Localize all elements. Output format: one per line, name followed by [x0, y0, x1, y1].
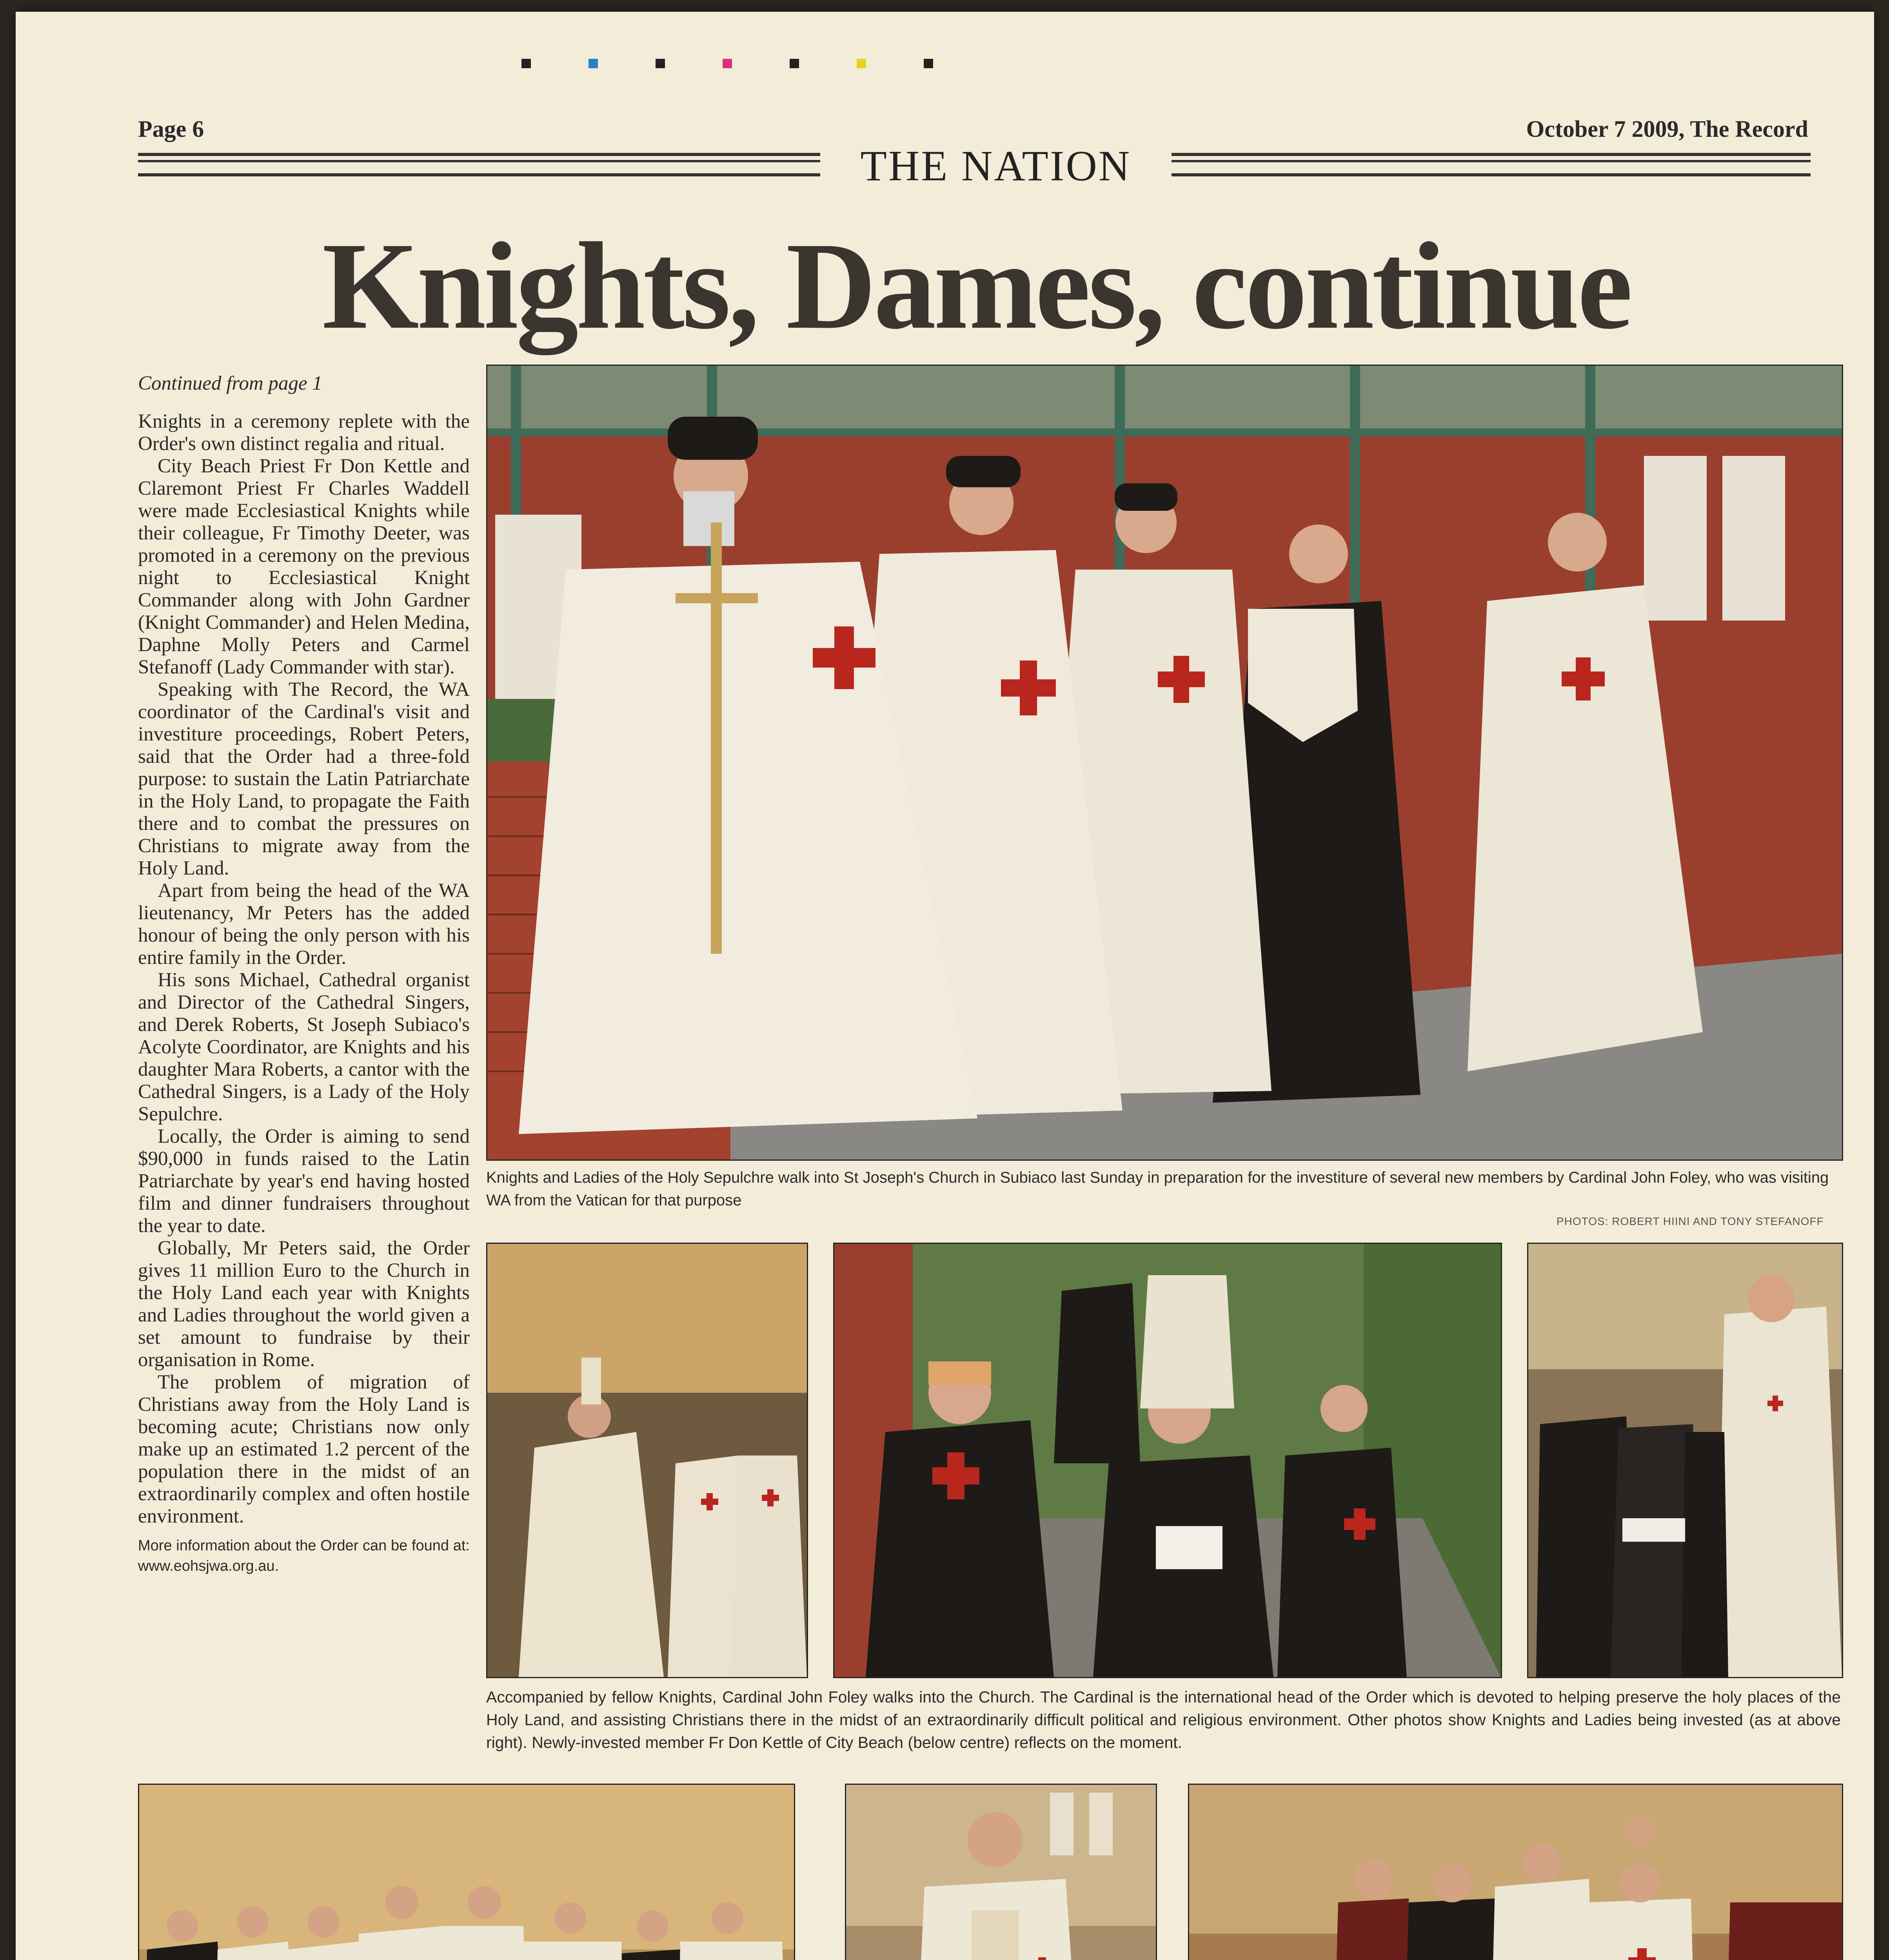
header-rule-right [1172, 153, 1811, 176]
page-number: Page 6 [138, 116, 204, 142]
section-title: THE NATION [860, 142, 1132, 190]
article-paragraph: His sons Michael, Cathedral organist and Director of the Cathedral Singers, and Derek Roberts, St Joseph Subiaco's Acolyte Coordinator, are Knights and his daughter Mara Roberts, a cantor with the Cathedral Singers, is a Lady of the Holy Sepulchre. [138, 969, 470, 1125]
dames-procession-photo [833, 1243, 1502, 1678]
main-procession-photo [486, 365, 1843, 1161]
more-info-note: More information about the Order can be found at: www.eohsjwa.org.au. [138, 1537, 470, 1574]
fr-don-kettle-photo [845, 1784, 1157, 1960]
investiture-photo [1527, 1243, 1843, 1678]
main-photo-caption: Knights and Ladies of the Holy Sepulchre walk into St Joseph's Church in Subiaco last Sunday in preparation for the investiture of several new members by Cardinal John Foley, who was visiting WA from the Vatican for that purpose [486, 1169, 1829, 1209]
group-portrait-photo [138, 1784, 795, 1960]
header-rule-left [138, 153, 820, 176]
article-paragraph: Speaking with The Record, the WA coordinator of the Cardinal's visit and investiture proceedings, Robert Peters, said that the Order had a three-fold purpose: to sustain the Latin Patriarchate in the Holy Land, to propagate the Faith there and to combat the pressures on Christians to migrate away from the Holy Land. [138, 679, 470, 879]
article-paragraph: Knights in a ceremony replete with the Order's own distinct regalia and ritual. [138, 410, 470, 455]
printer-registration-marks [521, 59, 933, 71]
article-paragraph: Locally, the Order is aiming to send $90,000 in funds raised to the Latin Patriarchate by year's end having hosted film and dinner fundraisers throughout the year to date. [138, 1125, 470, 1237]
ladies-with-cardinal-photo [1188, 1784, 1843, 1960]
article-paragraph: The problem of migration of Christians away from the Holy Land is becoming acute; Christians now only make up an estimated 1.2 percent of the population there in the midst of an extraordinarily complex and often hostile environment. [138, 1371, 470, 1527]
article-paragraph: Globally, Mr Peters said, the Order gives 11 million Euro to the Church in the Holy Land each year with Knights and Ladies throughout the world given a set amount to fundraise by their organisation in Rome. [138, 1237, 470, 1371]
photo-credit: PHOTOS: ROBERT HIINI AND TONY STEFANOFF [1557, 1215, 1824, 1227]
article-paragraph: City Beach Priest Fr Don Kettle and Claremont Priest Fr Charles Waddell were made Ecclesiastical Knights while their colleague, Fr Timothy Deeter, was promoted in a ceremony on the previous night to Ecclesiastical Knight Commander along with John Gardner (Knight Commander) and Helen Medina, Daphne Molly Peters and Carmel Stefanoff (Lady Commander with star). [138, 455, 470, 678]
headline: Knights, Dames, continue [322, 217, 1631, 355]
row2-caption: Accompanied by fellow Knights, Cardinal John Foley walks into the Church. The Cardinal is the international head of the Order which is devoted to helping preserve the holy places of the Holy Land, and assisting Christians there in the midst of an extraordinarily difficult political and religious environment. Other photos show Knights and Ladies being invested (as at above right). Newly-invested member Fr Don Kettle of City Beach (below centre) reflects on the moment. [486, 1688, 1841, 1751]
issue-date: October 7 2009, The Record [1526, 116, 1808, 142]
continued-note: Continued from page 1 [138, 372, 322, 394]
article-column [138, 372, 470, 1576]
newspaper-page [16, 12, 1874, 1960]
cardinal-entering-photo [486, 1243, 808, 1678]
article-paragraph: Apart from being the head of the WA lieutenancy, Mr Peters has the added honour of being the only person with his entire family in the Order. [138, 880, 470, 969]
